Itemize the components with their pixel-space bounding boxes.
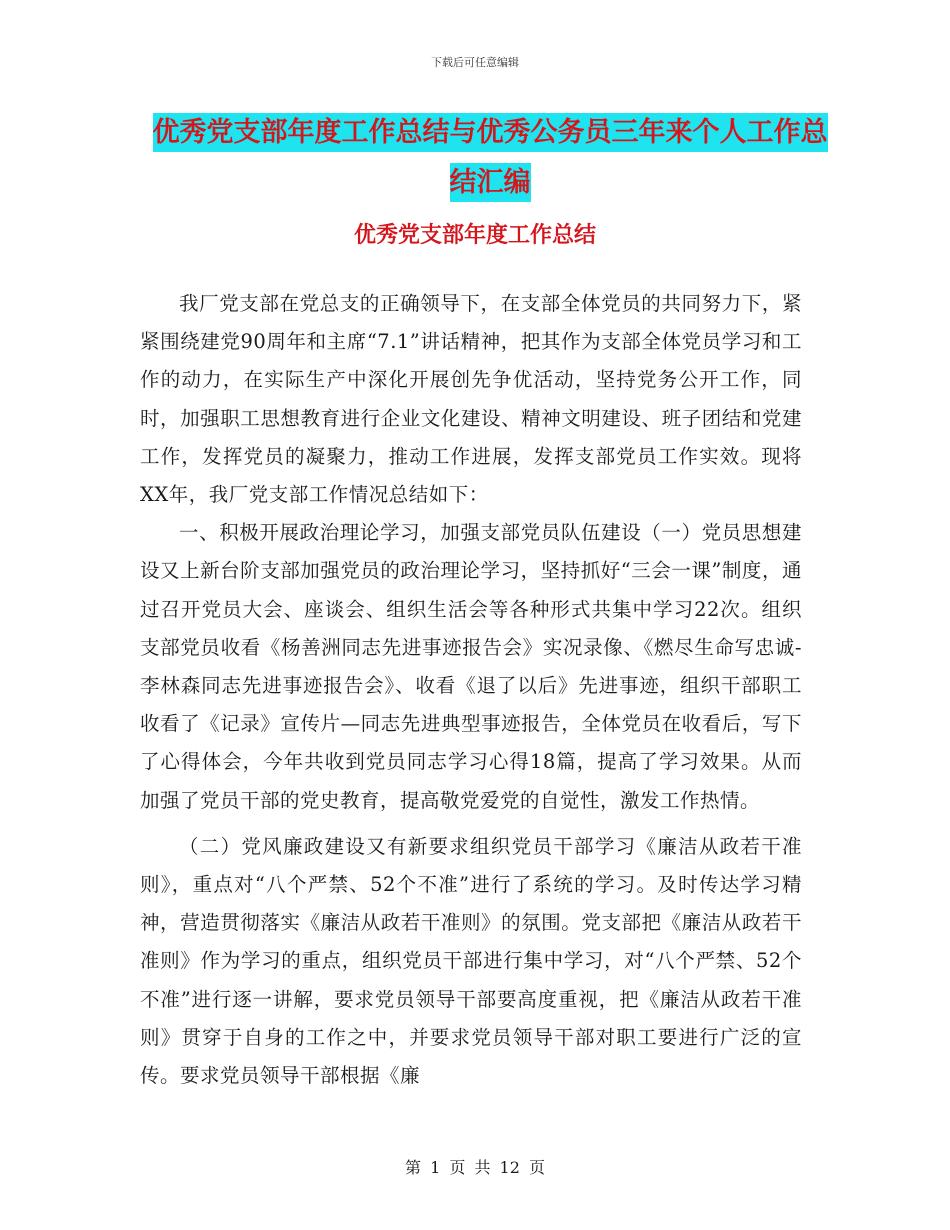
section-title: 优秀党支部年度工作总结 xyxy=(353,223,596,248)
header-note: 下载后可任意编辑 xyxy=(431,56,519,69)
page-number: 第 1 页 共 12 页 xyxy=(405,1158,545,1177)
document-title xyxy=(145,108,835,208)
paragraph: （二）党风廉政建设又有新要求组织党员干部学习《廉洁从政若干准则》，重点对“八个严禁、52个不准”进行了系统的学习。及时传达学习精神，营造贯彻落实《廉洁从政若干准则》的氛围。党支部把《廉洁从政若干准则》作为学习的重点，组织党员干部进行集中学习，对“八个严禁、52个不准”进行逐一讲解，要求党员领导干部要高度重视，把《廉洁从政若干准则》贯穿于自身的工作之中，并要求党员领导干部对职工要进行广泛的宣传。要求党员领导干部根据《廉 xyxy=(140,834,802,1088)
document-body xyxy=(140,285,802,1095)
paragraph: 我厂党支部在党总支的正确领导下，在支部全体党员的共同努力下，紧紧围绕建党90周年和主席“7.1”讲话精神，把其作为支部全体党员学习和工作的动力，在实际生产中深化开展创先争优活动，坚持党务公开工作，同时，加强职工思想教育进行企业文化建设、精神文明建设、班子团结和党建工作，发挥党员的凝聚力，推动工作进展，发挥支部党员工作实效。现将XX年，我厂党支部工作情况总结如下： xyxy=(140,292,802,507)
paragraph: 一、积极开展政治理论学习，加强支部党员队伍建设（一）党员思想建设又上新台阶支部加强党员的政治理论学习，坚持抓好“三会一课”制度，通过召开党员大会、座谈会、组织生活会等各种形式共集中学习22次。组织支部党员收看《杨善洲同志先进事迹报告会》实况录像、《燃尽生命写忠诚-李林森同志先进事迹报告会》、收看《退了以后》先进事迹，组织干部职工收看了《记录》宣传片—同志先进典型事迹报告，全体党员在收看后，写下了心得体会，今年共收到党员同志学习心得18篇，提高了学习效果。从而加强了党员干部的党史教育，提高敬党爱党的自觉性，激发工作热情。 xyxy=(140,521,802,812)
document-title-text: 优秀党支部年度工作总结与优秀公务员三年来个人工作总结汇编 xyxy=(153,113,828,202)
